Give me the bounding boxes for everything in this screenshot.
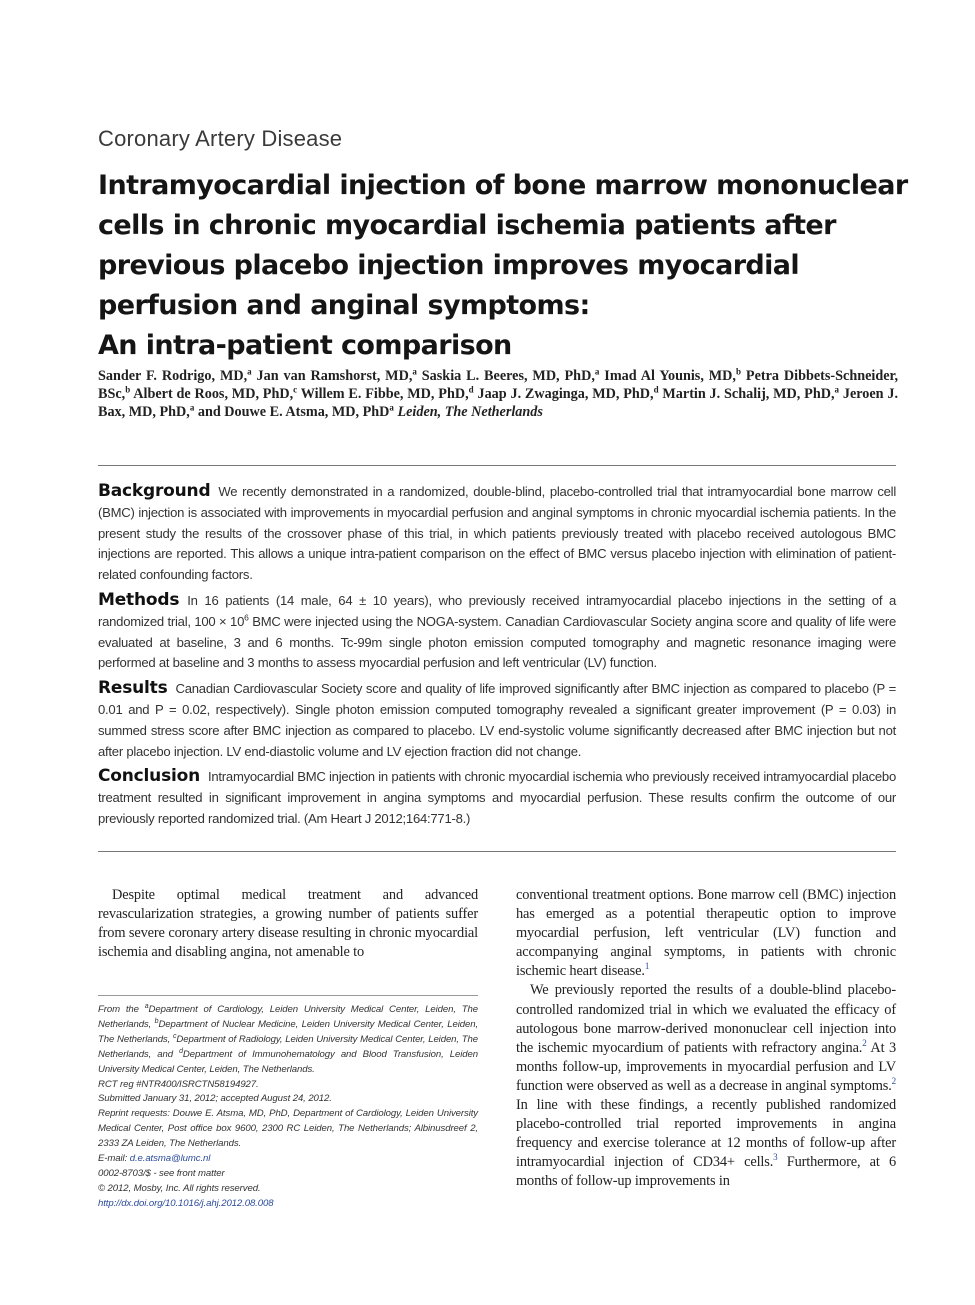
author-name: Willem E. Fibbe, MD, PhD, (300, 386, 469, 402)
footnote-text: Department of Immunohematology and Blood Transfusion, Leiden University Medical Center, Leiden, The Netherlands. (98, 1048, 478, 1075)
email-link[interactable]: d.e.atsma@lumc.nl (129, 1153, 211, 1165)
body-paragraph (516, 886, 896, 981)
footnote-email (98, 1152, 478, 1167)
abstract-heading: Background (98, 481, 211, 501)
author-name: Jeroen J. Bax, MD, PhD, (98, 386, 899, 420)
footnote-sup: b (154, 1017, 159, 1025)
author-affiliation: c (293, 384, 298, 395)
abstract-text: Canadian Cardiovascular Society score and quality of life improved significantly after BMC injection as compared to placebo (P = 0.01 and P = 0.02, respectively). Single photon emission computed tomography revealed a significant greater improvement (P = 0.03) in summed stress score after BMC injection as compared to placebo. LV end-systolic volume significantly decreased after BMC injection but not after placebo injection. LV end-diastolic volume and LV ejection fraction did not change. (98, 681, 896, 759)
author-name: Martin J. Schalij, MD, PhD, (662, 386, 835, 402)
abstract-results (98, 678, 896, 762)
body-text: conventional treatment options. Bone marrow cell (BMC) injection has emerged as a potential therapeutic option to improve myocardial perfusion, left ventricular (LV) function and accompanying anginal symptoms, in patients with chronic ischemic heart disease. (516, 887, 896, 980)
doi-link[interactable]: http://dx.doi.org/10.1016/j.ahj.2012.08.008 (98, 1197, 274, 1209)
author-affiliation: a (412, 366, 417, 377)
abstract-text: Intramyocardial BMC injection in patients with chronic myocardial ischemia who previously received intramyocardial placebo treatment resulted in significant improvement in angina symptoms and myocardial perfusion. These results confirm the outcome of our previously reported randomized trial. (Am Heart J 2012;164:771-8.) (98, 769, 896, 826)
reference-link[interactable]: 1 (644, 961, 650, 972)
section-label: Coronary Artery Disease (98, 126, 343, 151)
author-affiliation: a (594, 366, 600, 377)
footnote-text: Department of Radiology, Leiden University Medical Center, Leiden, The Netherlands, and (98, 1033, 478, 1060)
title-line-2: cells in chronic myocardial ischemia patients after (98, 210, 836, 241)
body-text: We previously reported the results of a double-blind placebo-controlled randomized trial in which we evaluated the efficacy of autologous bone marrow-derived mononuclear cell injection into the ischemic myocardium of patients with refractory angina. (516, 982, 896, 1056)
abstract-top-rule (98, 465, 896, 466)
footnote-sup: d (179, 1047, 183, 1055)
footnote-rct: RCT reg #NTR400/ISRCTN58194927. (98, 1078, 259, 1090)
author-affiliation: a (834, 384, 840, 395)
author-affiliation: b (735, 366, 741, 377)
author-name: Imad Al Younis, MD, (604, 368, 736, 384)
reference-link[interactable]: 3 (773, 1152, 778, 1163)
author-name: and Douwe E. Atsma, MD, PhD (197, 404, 390, 420)
abstract-text: BMC were injected using the NOGA-system. Canadian Cardiovascular Society angina score and quality of life were evaluated at baseline, 3 and 6 months. Tc-99m single photon emission computed tomography and magnetic resonance imaging were performed at baseline and 3 months to assess myocardial perfusion and left ventricular (LV) function. (98, 613, 896, 671)
author-name: Petra Dibbets-Schneider, BSc, (98, 368, 899, 402)
footnote-sup: c (172, 1032, 177, 1040)
author-affiliation: b (125, 384, 131, 395)
body-column-left (98, 886, 478, 962)
body-text: At 3 months follow-up, improvements in myocardial perfusion and LV function were observed as well as a decrease in anginal symptoms. (516, 1039, 896, 1094)
abstract-conclusion (98, 766, 896, 829)
author-name: Saskia L. Beeres, MD, PhD, (421, 368, 595, 384)
author-affiliation: a (247, 366, 252, 377)
exponent: 6 (244, 612, 249, 623)
abstract-heading: Results (98, 678, 168, 699)
abstract-methods (98, 590, 896, 674)
abstract-background (98, 481, 896, 586)
title-line-5: An intra-patient comparison (98, 330, 512, 361)
abstract-heading: Methods (98, 589, 180, 610)
author-name: Jaap J. Zwaginga, MD, PhD, (477, 386, 654, 402)
footnote-affiliations (98, 1003, 478, 1078)
title-line-4: perfusion and anginal symptoms: (98, 290, 590, 321)
body-text: In line with these findings, a recently published randomized placebo-controlled trial reported improvements in angina frequency and exercise tolerance at 12 months of follow-up after intramyocardial injection of CD34+ cells. (516, 1097, 896, 1171)
email-label: E-mail: (98, 1153, 130, 1165)
author-list (98, 367, 898, 421)
author-name: Jan van Ramshorst, MD, (256, 368, 413, 384)
footnote-sup: a (144, 1002, 149, 1010)
footnote-submitted: Submitted January 31, 2012; accepted August 24, 2012. (98, 1093, 332, 1105)
abstract-heading: Conclusion (98, 766, 200, 787)
footnote-issn: 0002-8703/$ - see front matter (98, 1167, 225, 1179)
footnote-text: Department of Nuclear Medicine, Leiden University Medical Center, Leiden, The Netherlands, (98, 1018, 479, 1045)
footnote-copyright: © 2012, Mosby, Inc. All rights reserved. (98, 1182, 261, 1194)
author-name: Sander F. Rodrigo, MD, (98, 368, 248, 384)
abstract-text: In 16 patients (14 male, 64 ± 10 years), who previously received intramyocardial placebo injections in the setting of a randomized trial, 100 × 10 (98, 592, 896, 629)
abstract-bottom-rule (98, 851, 896, 852)
footnotes (98, 1003, 478, 1212)
reference-link[interactable]: 2 (891, 1076, 896, 1087)
author-affiliation: a (389, 402, 394, 413)
author-affiliation: a (189, 402, 195, 413)
body-paragraph (516, 981, 896, 1191)
reference-link[interactable]: 2 (862, 1037, 867, 1048)
author-location: Leiden, The Netherlands (397, 404, 543, 420)
author-affiliation: d (468, 384, 474, 395)
abstract (98, 481, 896, 834)
body-text: Furthermore, at 6 months of follow-up improvements in (516, 1154, 896, 1190)
footnote-reprint: Reprint requests: Douwe E. Atsma, MD, PhD, Department of Cardiology, Leiden University Medical Center, Post office box 9600, 2300 RC Leiden, The Netherlands; Albinusdreef 2, 2333 ZA Leiden, The Netherlands. (98, 1108, 478, 1150)
body-paragraph: Despite optimal medical treatment and advanced revascularization strategies, a growing number of patients suffer from severe coronary artery disease resulting in chronic myocardial ischemia and disabling angina, not amenable to (98, 887, 478, 961)
author-affiliation: d (653, 384, 659, 395)
footnote-rule (98, 995, 478, 996)
footnote-text: Department of Cardiology, Leiden University Medical Center, Leiden, The Netherlands, (98, 1004, 478, 1030)
article-title (98, 166, 908, 366)
footnote-text: From the (98, 1004, 145, 1015)
author-name: Albert de Roos, MD, PhD, (133, 386, 294, 402)
title-line-1: Intramyocardial injection of bone marrow mononuclear (98, 170, 908, 201)
abstract-text: We recently demonstrated in a randomized, double-blind, placebo-controlled trial that intramyocardial bone marrow cell (BMC) injection is associated with improvements in myocardial perfusion and anginal symptoms in chronic myocardial ischemia patients. In the present study the results of the crossover phase of this trial, in which patients previously treated with placebo received autologous BMC injections are reported. This allows a unique intra-patient comparison on the effect of BMC versus placebo injection with elimination of patient-related confounding factors. (98, 484, 896, 583)
body-column-right (516, 886, 896, 1192)
title-line-3: previous placebo injection improves myocardial (98, 250, 800, 281)
